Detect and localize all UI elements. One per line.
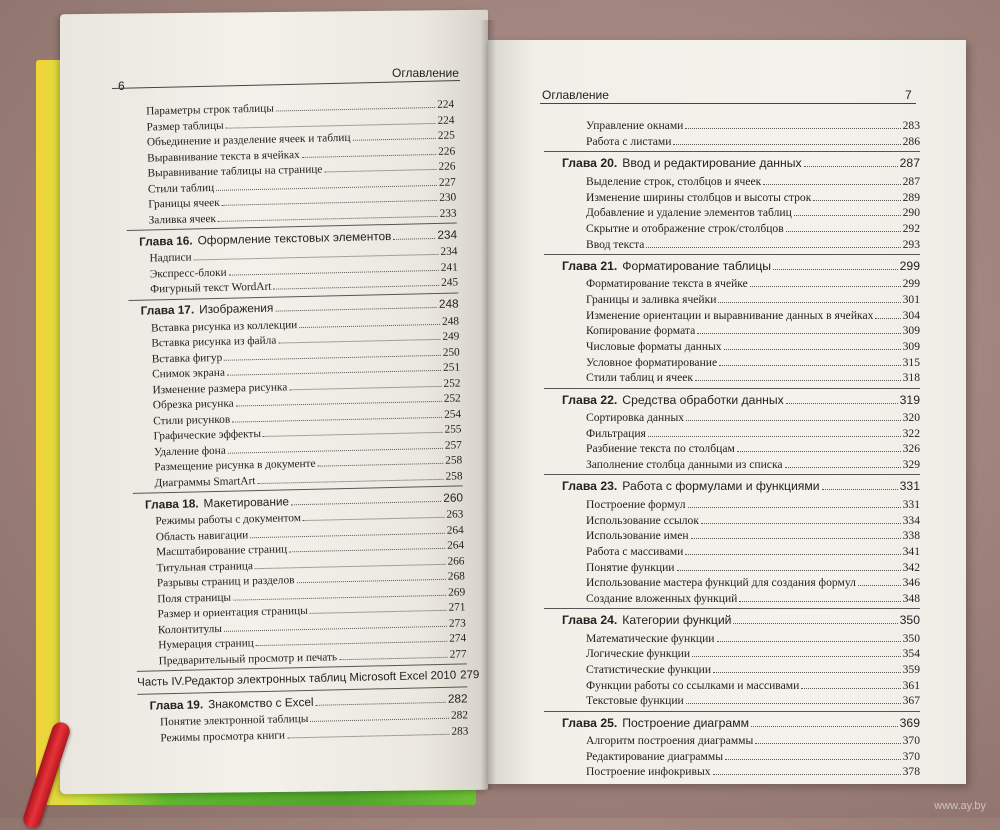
toc-leader-dots — [310, 708, 449, 722]
toc-leader-dots — [686, 693, 901, 704]
toc-leader-dots — [804, 155, 898, 167]
toc-page-number: 230 — [439, 192, 456, 204]
toc-page-number: 252 — [443, 377, 460, 389]
toc-leader-dots — [276, 97, 436, 112]
toc-title: Изменение ориентации и выравнивание данных в ячейках — [586, 309, 873, 322]
toc-page-number: 290 — [903, 206, 920, 219]
toc-page-number: 277 — [449, 648, 466, 660]
toc-page-number: 254 — [444, 408, 461, 420]
toc-leader-dots — [275, 296, 437, 311]
chapter-separator — [544, 151, 920, 152]
toc-leader-dots — [739, 591, 900, 602]
toc-page-number: 234 — [440, 246, 457, 258]
toc-title: Колонтитулы — [158, 623, 222, 636]
toc-page-number: 309 — [903, 324, 920, 337]
toc-title: Сортировка данных — [586, 411, 684, 424]
toc-title: Добавление и удаление элементов таблиц — [586, 206, 792, 219]
toc-title: Использование мастера функций для создания формул — [586, 576, 856, 589]
chapter-separator — [544, 254, 920, 255]
chapter-separator — [544, 474, 920, 475]
toc-title: Текстовые функции — [586, 694, 684, 707]
toc-title: Масштабирование страниц — [156, 544, 287, 559]
toc-title: Стили рисунков — [153, 413, 230, 427]
left-table-of-contents — [124, 97, 468, 746]
toc-leader-dots — [686, 410, 901, 421]
toc-title: Изменение размера рисунка — [152, 381, 287, 396]
toc-page-number: 271 — [448, 602, 465, 614]
toc-entry — [544, 307, 920, 323]
toc-label: Глава 21. — [562, 259, 617, 273]
toc-title: Статистические функции — [586, 663, 711, 676]
toc-page-number: 251 — [443, 362, 460, 374]
toc-leader-dots — [713, 764, 901, 775]
toc-page-number: 293 — [903, 238, 920, 251]
toc-page-number: 346 — [903, 576, 920, 589]
toc-page-number: 257 — [445, 439, 462, 451]
toc-page-number: 258 — [445, 470, 462, 482]
toc-title: Макетирование — [203, 494, 289, 510]
toc-leader-dots — [785, 457, 901, 468]
toc-leader-dots — [733, 612, 897, 624]
toc-page-number: 282 — [448, 691, 468, 705]
toc-title: Копирование формата — [586, 324, 695, 337]
toc-leader-dots — [685, 543, 900, 554]
toc-label: Глава 23. — [562, 479, 617, 493]
toc-leader-dots — [691, 528, 901, 539]
chapter-separator — [544, 711, 920, 712]
toc-title: Удаление фона — [154, 444, 226, 458]
toc-title: Выравнивание таблицы на странице — [147, 164, 322, 180]
toc-leader-dots — [310, 600, 447, 614]
toc-title: Средства обработки данных — [622, 393, 784, 407]
toc-leader-dots — [393, 227, 435, 240]
toc-title: Знакомство с Excel — [208, 694, 314, 710]
toc-title: Размещение рисунка в документе — [154, 458, 316, 474]
toc-label: Глава 16. — [139, 233, 193, 248]
toc-leader-dots — [813, 189, 900, 200]
toc-title: Разбиение текста по столбцам — [586, 442, 735, 455]
toc-entry — [544, 764, 920, 780]
toc-title: Форматирование текста в ячейке — [586, 277, 748, 290]
toc-title: Алгоритм построения диаграммы — [586, 734, 753, 747]
toc-leader-dots — [822, 478, 898, 490]
toc-entry — [544, 205, 920, 221]
toc-leader-dots — [717, 630, 901, 641]
toc-entry — [544, 630, 920, 646]
toc-leader-dots — [685, 118, 900, 129]
toc-page-number: 348 — [903, 592, 920, 605]
toc-page-number: 369 — [900, 716, 920, 730]
toc-title: Работа с массивами — [586, 545, 683, 558]
toc-title: Построение формул — [586, 498, 686, 511]
toc-page-number: 269 — [448, 586, 465, 598]
toc-title: Изображения — [199, 301, 273, 317]
watermark: www.ay.by — [934, 800, 986, 812]
toc-page-number: 268 — [448, 571, 465, 583]
toc-leader-dots — [724, 339, 901, 350]
toc-page-number: 233 — [439, 207, 456, 219]
toc-entry — [544, 646, 920, 662]
toc-title: Категории функций — [622, 613, 731, 627]
toc-chapter-heading — [544, 155, 920, 173]
toc-page-number: 342 — [903, 561, 920, 574]
toc-leader-dots — [725, 748, 901, 759]
toc-leader-dots — [303, 507, 445, 521]
toc-title: Титульная страница — [156, 560, 253, 574]
toc-title: Режимы работы с документом — [155, 512, 301, 527]
toc-entry — [544, 441, 920, 457]
toc-leader-dots — [287, 723, 450, 738]
toc-entry — [544, 134, 920, 150]
toc-page-number: 367 — [903, 694, 920, 707]
toc-title: Предварительный просмотр и печать — [159, 651, 338, 667]
toc-page-number: 286 — [903, 135, 920, 148]
toc-title: Управление окнами — [586, 119, 683, 132]
toc-page-number: 250 — [443, 346, 460, 358]
toc-page-number: 299 — [903, 277, 920, 290]
toc-leader-dots — [673, 134, 900, 145]
book-spine-shadow — [480, 20, 496, 790]
toc-leader-dots — [646, 236, 900, 247]
toc-title: Использование ссылок — [586, 514, 699, 527]
toc-page-number: 225 — [438, 130, 455, 142]
toc-label: Часть IV. — [137, 676, 185, 689]
toc-title: Использование имен — [586, 529, 689, 542]
toc-title: Форматирование таблицы — [622, 259, 771, 273]
toc-entry — [544, 559, 920, 575]
toc-page-number: 289 — [903, 191, 920, 204]
toc-leader-dots — [692, 646, 901, 657]
toc-page-number: 304 — [903, 309, 920, 322]
toc-title: Математические функции — [586, 632, 715, 645]
toc-page-number: 266 — [447, 555, 464, 567]
right-table-of-contents — [544, 118, 920, 780]
toc-leader-dots — [858, 575, 901, 586]
toc-title: Фильтрация — [586, 427, 646, 440]
toc-page-number: 350 — [900, 613, 920, 627]
toc-title: Фигурный текст WordArt — [150, 281, 271, 296]
toc-entry — [544, 512, 920, 528]
toc-page-number: 283 — [903, 119, 920, 132]
toc-entry — [544, 292, 920, 308]
toc-leader-dots — [677, 559, 901, 570]
toc-leader-dots — [278, 329, 440, 344]
toc-label: Глава 24. — [562, 613, 617, 627]
toc-page-number: 248 — [442, 315, 459, 327]
toc-page-number: 331 — [900, 479, 920, 493]
toc-leader-dots — [302, 143, 437, 157]
toc-leader-dots — [719, 354, 900, 365]
right-running-head: Оглавление — [542, 88, 609, 102]
toc-chapter-heading — [544, 612, 920, 630]
toc-title: Нумерация страниц — [158, 637, 254, 651]
toc-page-number: 224 — [437, 99, 454, 111]
toc-page-number: 282 — [451, 710, 468, 722]
toc-title: Заливка ячеек — [149, 213, 217, 227]
toc-leader-dots — [299, 313, 440, 327]
toc-page-number: 287 — [903, 175, 920, 188]
toc-page-number: 260 — [443, 490, 463, 504]
toc-title: Редактирование диаграммы — [586, 750, 723, 763]
toc-leader-dots — [339, 646, 448, 660]
toc-chapter-heading — [544, 478, 920, 496]
toc-page-number: 264 — [447, 524, 464, 536]
toc-page-number: 334 — [903, 514, 920, 527]
toc-title: Вставка рисунка из файла — [151, 335, 276, 350]
toc-entry — [544, 276, 920, 292]
toc-entry — [544, 425, 920, 441]
toc-page-number: 245 — [441, 277, 458, 289]
toc-title: Надписи — [149, 252, 191, 265]
toc-title: Скрытие и отображение строк/столбцов — [586, 222, 784, 235]
toc-leader-dots — [755, 733, 900, 744]
toc-title: Понятие функции — [586, 561, 675, 574]
toc-page-number: 354 — [903, 647, 920, 660]
toc-leader-dots — [713, 662, 901, 673]
toc-leader-dots — [273, 275, 439, 290]
toc-entry — [544, 410, 920, 426]
toc-title: Работа с листами — [586, 135, 671, 148]
toc-leader-dots — [648, 425, 901, 436]
toc-title: Логические функции — [586, 647, 690, 660]
toc-title: Границы ячеек — [148, 197, 220, 211]
left-running-head: Оглавление — [392, 66, 459, 80]
toc-page-number: 341 — [903, 545, 920, 558]
toc-page-number: 258 — [445, 455, 462, 467]
toc-title: Параметры строк таблицы — [146, 103, 274, 118]
toc-leader-dots — [763, 173, 900, 184]
toc-entry — [544, 173, 920, 189]
toc-leader-dots — [718, 292, 900, 303]
chapter-separator — [544, 608, 920, 609]
toc-leader-dots — [296, 569, 446, 584]
toc-leader-dots — [289, 538, 445, 553]
toc-page-number: 274 — [449, 633, 466, 645]
chapter-separator — [544, 388, 920, 389]
toc-title: Выделение строк, столбцов и ячеек — [586, 175, 761, 188]
toc-page-number: 350 — [903, 632, 920, 645]
toc-title: Числовые форматы данных — [586, 340, 722, 353]
toc-entry — [544, 220, 920, 236]
toc-leader-dots — [291, 490, 442, 505]
toc-entry — [544, 370, 920, 386]
toc-leader-dots — [315, 691, 446, 706]
toc-page-number: 319 — [900, 393, 920, 407]
toc-page-number: 299 — [900, 259, 920, 273]
toc-title: Функции работы со ссылками и массивами — [586, 679, 799, 692]
toc-title: Построение инфокривых — [586, 765, 711, 778]
toc-page-number: 249 — [442, 331, 459, 343]
toc-page-number: 370 — [903, 750, 920, 763]
toc-entry — [544, 677, 920, 693]
toc-title: Создание вложенных функций — [586, 592, 737, 605]
toc-leader-dots — [750, 276, 901, 287]
toc-page-number: 292 — [903, 222, 920, 235]
toc-page-number: 234 — [437, 227, 457, 241]
toc-leader-dots — [695, 370, 901, 381]
toc-title: Стили таблиц и ячеек — [586, 371, 693, 384]
toc-chapter-heading — [544, 392, 920, 410]
toc-page-number: 227 — [439, 176, 456, 188]
toc-title: Обрезка рисунка — [153, 398, 234, 412]
toc-title: Режимы просмотра книги — [160, 729, 285, 744]
toc-chapter-heading — [544, 715, 920, 733]
toc-title: Изменение ширины столбцов и высоты строк — [586, 191, 811, 204]
toc-title: Вставка рисунка из коллекции — [151, 319, 297, 334]
toc-title: Размер таблицы — [146, 119, 223, 133]
toc-title: Редактор электронных таблиц Microsoft Excel 2010 — [184, 670, 456, 688]
toc-title: Диаграммы SmartArt — [154, 475, 255, 489]
toc-chapter-heading — [544, 258, 920, 276]
toc-leader-dots — [794, 205, 901, 216]
toc-title: Условное форматирование — [586, 356, 717, 369]
toc-title: Ввод и редактирование данных — [622, 156, 801, 170]
toc-page-number: 301 — [903, 293, 920, 306]
toc-entry — [544, 323, 920, 339]
toc-page-number: 320 — [903, 411, 920, 424]
toc-page-number: 338 — [903, 529, 920, 542]
toc-page-number: 283 — [451, 725, 468, 737]
toc-title: Поля страницы — [157, 591, 231, 605]
toc-entry — [544, 354, 920, 370]
toc-leader-dots — [352, 128, 436, 141]
toc-title: Границы и заливка ячейки — [586, 293, 716, 306]
toc-label: Глава 22. — [562, 393, 617, 407]
toc-leader-dots — [875, 307, 900, 318]
toc-label: Глава 20. — [562, 156, 617, 170]
toc-page-number: 322 — [903, 427, 920, 440]
toc-leader-dots — [737, 441, 901, 452]
toc-title: Объединение и разделение ячеек и таблиц — [147, 132, 351, 149]
toc-page-number: 315 — [903, 356, 920, 369]
toc-leader-dots — [701, 512, 901, 523]
toc-page-number: 279 — [460, 669, 479, 681]
toc-entry — [544, 496, 920, 512]
toc-entry — [544, 236, 920, 252]
toc-title: Стили таблиц — [148, 182, 214, 195]
toc-leader-dots — [786, 220, 901, 231]
toc-entry — [544, 575, 920, 591]
toc-page-number: 226 — [438, 161, 455, 173]
toc-entry — [544, 118, 920, 134]
toc-page-number: 331 — [903, 498, 920, 511]
toc-entry — [544, 339, 920, 355]
toc-entry — [544, 748, 920, 764]
toc-entry — [544, 528, 920, 544]
toc-entry — [544, 591, 920, 607]
toc-leader-dots — [751, 715, 898, 727]
toc-page-number: 309 — [903, 340, 920, 353]
toc-label: Глава 25. — [562, 716, 617, 730]
toc-title: Снимок экрана — [152, 367, 225, 381]
toc-leader-dots — [317, 453, 443, 467]
toc-page-number: 329 — [903, 458, 920, 471]
toc-title: Разрывы страниц и разделов — [157, 574, 295, 589]
toc-leader-dots — [786, 392, 898, 404]
toc-page-number: 263 — [446, 509, 463, 521]
toc-page-number: 361 — [903, 679, 920, 692]
toc-entry — [544, 662, 920, 678]
toc-title: Выравнивание текста в ячейках — [147, 149, 300, 164]
toc-label: Глава 19. — [149, 697, 203, 712]
toc-title: Оформление текстовых элементов — [197, 229, 391, 247]
toc-title: Область навигации — [156, 529, 249, 543]
toc-entry — [544, 733, 920, 749]
toc-label: Глава 18. — [145, 496, 199, 511]
right-header-rule — [540, 103, 916, 104]
toc-leader-dots — [697, 323, 900, 334]
toc-entry — [544, 543, 920, 559]
toc-title: Ввод текста — [586, 238, 644, 251]
toc-title: Понятие электронной таблицы — [160, 713, 309, 728]
toc-label: Глава 17. — [141, 303, 195, 318]
toc-title: Построение диаграмм — [622, 716, 749, 730]
toc-page-number: 248 — [439, 297, 459, 311]
toc-page-number: 287 — [900, 156, 920, 170]
toc-leader-dots — [773, 258, 898, 270]
toc-title: Работа с формулами и функциями — [622, 479, 819, 493]
toc-title: Вставка фигур — [152, 351, 223, 365]
toc-page-number: 252 — [444, 393, 461, 405]
toc-leader-dots — [801, 677, 900, 688]
toc-leader-dots — [324, 159, 436, 173]
toc-page-number: 326 — [903, 442, 920, 455]
toc-entry — [544, 457, 920, 473]
toc-entry — [544, 189, 920, 205]
toc-page-number: 273 — [449, 617, 466, 629]
left-page-number: 6 — [118, 79, 125, 93]
toc-title: Размер и ориентация страницы — [157, 605, 307, 620]
toc-page-number: 241 — [441, 261, 458, 273]
toc-title: Экспресс-блоки — [150, 266, 227, 280]
toc-entry — [544, 693, 920, 709]
toc-page-number: 264 — [447, 540, 464, 552]
toc-page-number: 318 — [903, 371, 920, 384]
toc-title: Графические эффекты — [153, 428, 261, 442]
toc-title: Заполнение столбца данными из списка — [586, 458, 783, 471]
toc-page-number: 378 — [903, 765, 920, 778]
toc-leader-dots — [289, 375, 441, 390]
toc-page-number: 224 — [437, 114, 454, 126]
right-page-number: 7 — [905, 88, 912, 102]
toc-page-number: 255 — [444, 424, 461, 436]
toc-leader-dots — [688, 496, 901, 507]
toc-page-number: 359 — [903, 663, 920, 676]
toc-page-number: 226 — [438, 145, 455, 157]
toc-page-number: 370 — [903, 734, 920, 747]
